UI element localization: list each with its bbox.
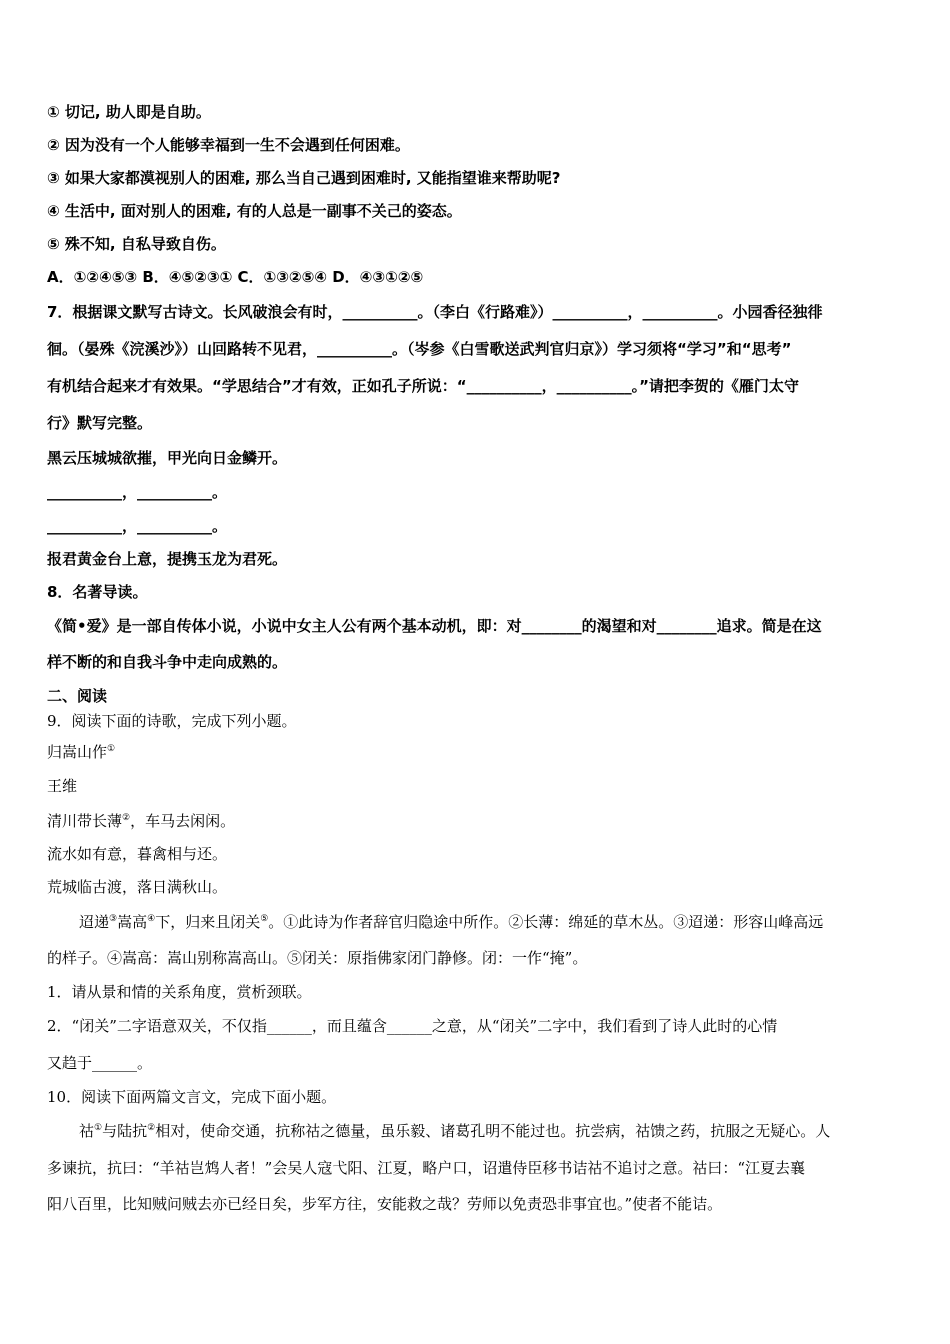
q9-sub-question-1: 1．请从景和情的关系角度，赏析颈联。 (47, 983, 312, 1001)
q6-item-1: ① 切记, 助人即是自助。 (47, 103, 211, 121)
q7-line-3: 有机结合起来才有效果。“学思结合”才有效，正如孔子所说：“__________，__________。”请把李贺的《雁门太守 (47, 377, 799, 395)
q10-passage-line-2: 多谏抗，抗曰：“羊祜岂鸩人者！”会吴人寇弋阳、江夏，略户口，诏遣侍臣移书诘祜不追讨之意。祜曰：“江夏去襄 (47, 1159, 806, 1177)
q10-passage-line-1: 祜①与陆抗②相对，使命交通，抗称祜之德量，虽乐毅、诸葛孔明不能过也。抗尝病，祜馈之药，抗服之无疑心。人 (79, 1122, 831, 1140)
poem-line-4-notes: 迢递③嵩高④下，归来且闭关⑤。①此诗为作者辞官归隐途中所作。②长薄：绵延的草木丛。③迢递：形容山峰高远 (79, 913, 824, 931)
q7-line-2: 徊。（晏殊《浣溪沙》）山回路转不见君，__________。（岑参《白雪歌送武判官归京》）学习须将“学习”和“思考” (47, 340, 792, 358)
q6-item-3: ③ 如果大家都漠视别人的困难, 那么当自己遇到困难时, 又能指望谁来帮助呢? (47, 169, 561, 187)
q6-item-4: ④ 生活中, 面对别人的困难, 有的人总是一副事不关己的姿态。 (47, 202, 462, 220)
q7-line-4: 行》默写完整。 (47, 414, 153, 432)
q7-line-1: 7．根据课文默写古诗文。长风破浪会有时，__________。（李白《行路难》）__________，__________。小园香径独徘 (47, 303, 823, 321)
q9-sub-question-2-cont: 又趋于______。 (47, 1054, 153, 1072)
poem-line-3: 荒城临古渡，落日满秋山。 (47, 878, 228, 896)
q7-poem-line-4: 报君黄金台上意，提携玉龙为君死。 (47, 550, 288, 568)
poem-line-1: 清川带长薄②，车马去闲闲。 (47, 812, 236, 830)
q6-options: A．①②④⑤③ B．④⑤②③① C．①③②⑤④ D．④③①②⑤ (47, 268, 424, 286)
poem-title: 归嵩山作① (47, 743, 116, 761)
q7-blank-line-2: __________，__________。 (47, 517, 228, 535)
poem-notes-cont: 的样子。④嵩高：嵩山别称嵩高山。⑤闭关：原指佛家闭门静修。闭：一作“掩”。 (47, 949, 588, 967)
q10-passage-line-3: 阳八百里，比知贼问贼去亦已经日矣，步军方往，安能救之哉？劳师以免责恐非事宜也。”使者不能诘。 (47, 1195, 723, 1213)
q8-line-1: 《简•爱》是一部自传体小说，小说中女主人公有两个基本动机，即：对________的渴望和对________追求。简是在这 (47, 617, 822, 635)
q9-sub-question-2: 2．“闭关”二字语意双关，不仅指______，而且蕴含______之意，从“闭关”二字中，我们看到了诗人此时的心情 (47, 1017, 778, 1035)
q7-poem-line-1: 黑云压城城欲摧，甲光向日金鳞开。 (47, 449, 288, 467)
q9-intro: 9．阅读下面的诗歌，完成下列小题。 (47, 712, 297, 730)
q6-item-5: ⑤ 殊不知, 自私导致自伤。 (47, 235, 226, 253)
section-heading: 二、阅读 (47, 687, 108, 705)
q8-line-2: 样不断的和自我斗争中走向成熟的。 (47, 653, 288, 671)
q7-blank-line-1: __________，__________。 (47, 483, 228, 501)
q8-title: 8．名著导读。 (47, 583, 148, 601)
poem-line-2: 流水如有意，暮禽相与还。 (47, 845, 228, 863)
q10-intro: 10．阅读下面两篇文言文，完成下面小题。 (47, 1088, 337, 1106)
poem-author: 王维 (47, 777, 78, 795)
q6-item-2: ② 因为没有一个人能够幸福到一生不会遇到任何困难。 (47, 136, 410, 154)
